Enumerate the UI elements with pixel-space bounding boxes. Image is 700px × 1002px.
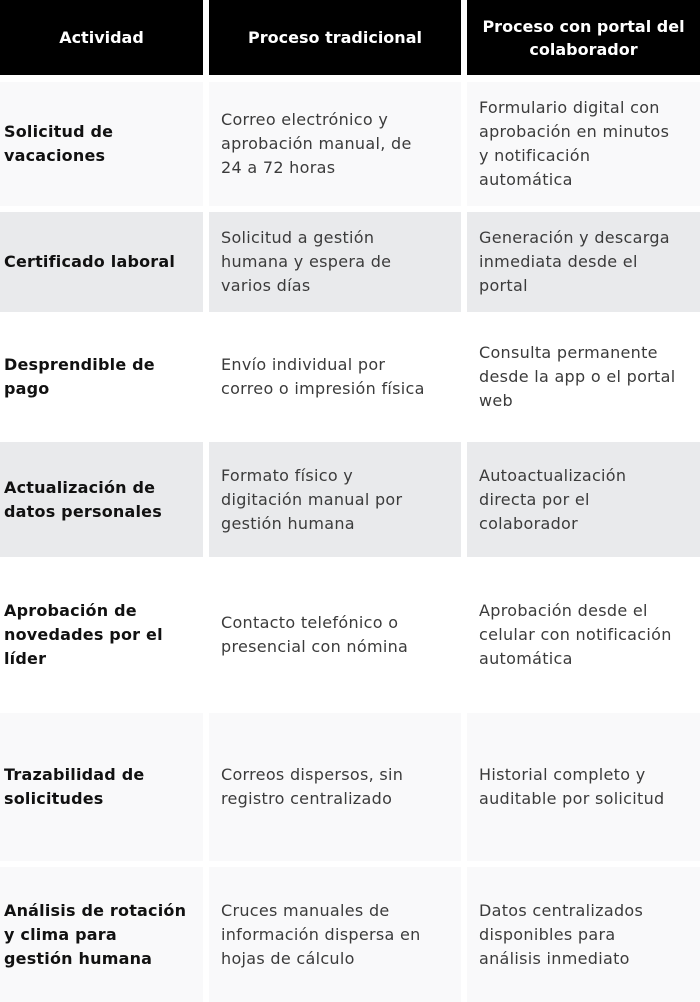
cell-line: digitación manual por	[221, 489, 403, 509]
row-2-actividad	[0, 212, 203, 312]
cell-line: humana y espera de	[221, 252, 392, 271]
cell-line: gestión humana	[4, 948, 153, 968]
header-proceso-tradicional	[209, 0, 461, 75]
cell-line: Correo electrónico y	[221, 110, 389, 129]
cell-line: y clima para	[4, 924, 117, 944]
row-5-portal	[467, 563, 700, 707]
cell-line: solicitudes	[4, 789, 104, 808]
cell-line: disponibles para	[479, 924, 616, 944]
header-line: Proceso tradicional	[248, 28, 422, 47]
row-6-portal	[467, 713, 700, 861]
cell-line: Envío individual por	[221, 355, 386, 374]
cell-line: Formulario digital con	[479, 98, 660, 117]
cell-line: Desprendible de	[4, 355, 155, 374]
cell-line: web	[479, 391, 513, 410]
row-2-tradicional	[209, 212, 461, 312]
row-4-actividad	[0, 442, 203, 557]
row-5-tradicional	[209, 563, 461, 707]
cell-line: inmediata desde el	[479, 252, 638, 271]
cell-line: Datos centralizados	[479, 900, 644, 920]
cell-line: varios días	[221, 276, 311, 295]
cell-line: datos personales	[4, 501, 162, 521]
cell-line: directa por el	[479, 489, 590, 509]
cell-line: Certificado laboral	[4, 252, 176, 271]
cell-line: Formato físico y	[221, 465, 354, 485]
row-7-actividad	[0, 867, 203, 1002]
row-1-actividad	[0, 82, 203, 206]
cell-line: Actualización de	[4, 477, 156, 497]
row-2-portal	[467, 212, 700, 312]
cell-line: portal	[479, 276, 528, 295]
cell-line: Correos dispersos, sin	[221, 765, 404, 784]
row-7-portal	[467, 867, 700, 1002]
cell-line: colaborador	[479, 513, 578, 533]
cell-line: aprobación manual, de	[221, 134, 412, 153]
row-3-portal	[467, 318, 700, 436]
cell-line: gestión humana	[221, 513, 355, 533]
header-line: Proceso con portal del	[482, 16, 685, 36]
cell-line: Aprobación de	[4, 601, 137, 620]
cell-line: novedades por el	[4, 625, 163, 644]
cell-line: registro centralizado	[221, 789, 393, 808]
cell-line: Cruces manuales de	[221, 900, 390, 920]
row-7-tradicional	[209, 867, 461, 1002]
cell-line: y notificación	[479, 146, 591, 165]
cell-line: hojas de cálculo	[221, 948, 355, 968]
cell-line: análisis inmediato	[479, 948, 630, 968]
cell-line: pago	[4, 379, 50, 398]
cell-line: aprobación en minutos	[479, 122, 670, 141]
cell-line: automática	[479, 649, 573, 668]
cell-line: Contacto telefónico o	[221, 613, 399, 632]
cell-line: Autoactualización	[479, 465, 627, 485]
cell-line: información dispersa en	[221, 924, 421, 944]
cell-line: auditable por solicitud	[479, 789, 665, 808]
row-6-tradicional	[209, 713, 461, 861]
cell-line: líder	[4, 649, 47, 668]
cell-line: Aprobación desde el	[479, 601, 648, 620]
cell-line: Consulta permanente	[479, 343, 658, 362]
cell-line: desde la app o el portal	[479, 367, 676, 386]
cell-line: vacaciones	[4, 146, 106, 165]
row-4-portal	[467, 442, 700, 557]
cell-line: Historial completo y	[479, 765, 646, 784]
row-1-tradicional	[209, 82, 461, 206]
header-proceso-portal	[467, 0, 700, 75]
row-1-portal	[467, 82, 700, 206]
cell-line: automática	[479, 170, 573, 189]
cell-line: Solicitud de	[4, 122, 114, 141]
row-6-actividad	[0, 713, 203, 861]
cell-line: celular con notificación	[479, 625, 672, 644]
row-3-tradicional	[209, 318, 461, 436]
row-4-tradicional	[209, 442, 461, 557]
header-line: colaborador	[529, 39, 638, 59]
cell-line: 24 a 72 horas	[221, 158, 336, 177]
row-3-actividad	[0, 318, 203, 436]
cell-line: Generación y descarga	[479, 228, 670, 247]
cell-line: Análisis de rotación	[4, 900, 187, 920]
row-5-actividad	[0, 563, 203, 707]
cell-line: Solicitud a gestión	[221, 228, 375, 247]
cell-line: Trazabilidad de	[4, 765, 145, 784]
cell-line: correo o impresión física	[221, 379, 425, 398]
header-line: Actividad	[59, 28, 144, 47]
cell-line: presencial con nómina	[221, 637, 409, 656]
header-actividad	[0, 0, 203, 75]
